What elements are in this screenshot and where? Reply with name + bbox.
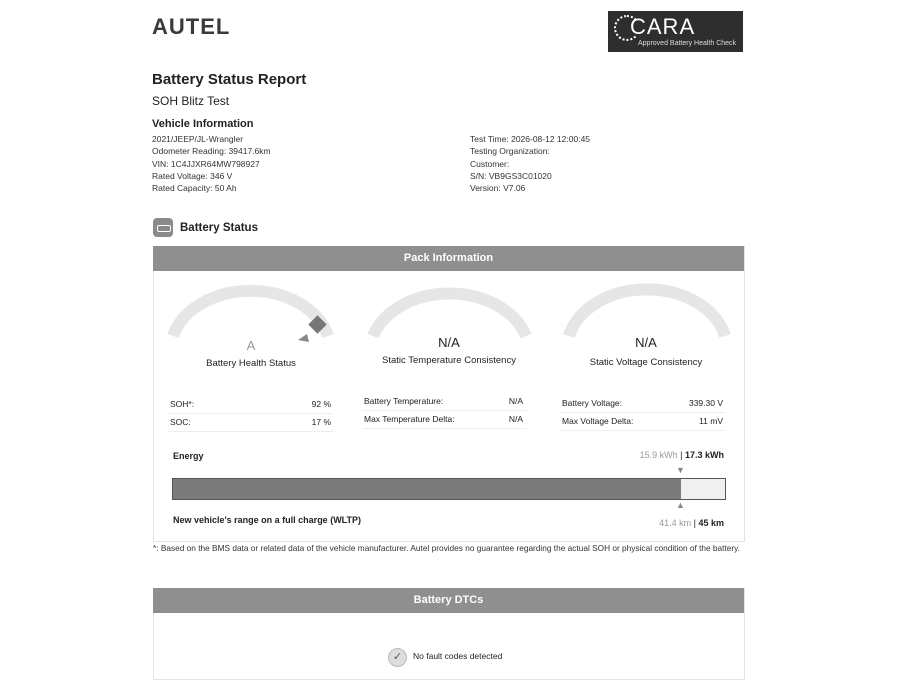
testing-organization: Testing Organization: — [470, 146, 550, 157]
soh-value: 92 % — [311, 399, 331, 409]
soh-label: SOH*: — [170, 399, 195, 409]
energy-bar — [172, 478, 726, 500]
odometer-reading: Odometer Reading: 39417.6km — [152, 146, 271, 157]
health-gauge-value: A — [246, 338, 256, 353]
no-fault-codes-text: No fault codes detected — [413, 651, 503, 661]
battery-temperature-value: N/A — [508, 396, 523, 406]
rated-voltage: Rated Voltage: 346 V — [152, 170, 233, 181]
footnote: *: Based on the BMS data or related data of the vehicle manufacturer. Autel provides no guarantee regarding the actual SOH or physical condition of the battery. — [153, 543, 740, 553]
temperature-gauge-value: N/A — [438, 335, 460, 350]
max-temperature-delta-value: N/A — [508, 414, 523, 424]
energy-separator: | — [680, 450, 685, 460]
cara-title: CARA — [630, 14, 696, 39]
range-label: New vehicle's range on a full charge (WLTP) — [173, 515, 362, 525]
health-gauge-arc — [173, 291, 328, 336]
battery-dtcs-header: Battery DTCs — [153, 588, 744, 613]
temperature-gauge-label: Static Temperature Consistency — [382, 355, 516, 366]
vehicle-model: 2021/JEEP/JL-Wrangler — [152, 134, 244, 144]
gauges — [153, 272, 743, 342]
range-current: 41.4 km — [659, 518, 692, 528]
energy-current: 15.9 kWh — [639, 450, 678, 460]
health-gauge-label: Battery Health Status — [206, 358, 296, 369]
energy-label: Energy — [173, 451, 204, 461]
max-voltage-delta-label: Max Voltage Delta: — [562, 416, 634, 426]
battery-temperature-label: Battery Temperature: — [364, 396, 444, 406]
pack-information-header: Pack Information — [153, 246, 744, 271]
soc-label: SOC: — [170, 417, 191, 427]
max-voltage-delta-value: 11 mV — [699, 416, 723, 426]
range-readout — [659, 518, 724, 528]
version: Version: V7.06 — [470, 183, 526, 194]
report-title: Battery Status Report — [152, 71, 307, 88]
test-info — [470, 133, 590, 194]
battery-status-title: Battery Status — [180, 222, 258, 234]
max-temperature-delta-label: Max Temperature Delta: — [364, 414, 455, 424]
battery-voltage-value: 339.30 V — [688, 398, 723, 408]
energy-readout — [640, 450, 724, 460]
customer: Customer: — [470, 158, 510, 169]
report-subtitle: SOH Blitz Test — [152, 94, 230, 108]
range-separator: | — [693, 518, 699, 528]
energy-down-triangle-icon: ▼ — [676, 465, 685, 475]
vehicle-info — [152, 133, 271, 194]
cara-subtitle: Approved Battery Health Check — [638, 40, 737, 47]
test-time: Test Time: 2026-08-12 12:00:45 — [470, 134, 591, 144]
soc-row — [168, 415, 333, 432]
range-up-triangle-icon: ▲ — [676, 500, 685, 510]
serial-number: S/N: VB9GS3C01020 — [470, 170, 552, 181]
voltage-gauge-label: Static Voltage Consistency — [589, 357, 703, 368]
cara-badge — [608, 11, 743, 52]
battery-voltage-row — [560, 396, 725, 413]
battery-voltage-label: Battery Voltage: — [562, 398, 623, 408]
autel-logo: AUTEL — [152, 14, 231, 39]
soc-value: 17 % — [311, 417, 331, 427]
max-temperature-delta-row — [362, 412, 527, 429]
vin: VIN: 1C4JJXR64MW798927 — [152, 158, 260, 169]
vehicle-info-heading: Vehicle Information — [152, 118, 254, 130]
energy-total: 17.3 kWh — [684, 450, 724, 460]
range-total: 45 km — [698, 518, 724, 528]
voltage-gauge-arc — [569, 289, 725, 336]
rated-capacity: Rated Capacity: 50 Ah — [152, 183, 237, 194]
battery-temperature-row — [362, 394, 527, 411]
soh-row — [168, 397, 333, 414]
temperature-gauge-arc — [373, 294, 526, 336]
voltage-gauge-value: N/A — [635, 335, 657, 350]
energy-bar-fill — [173, 479, 681, 499]
battery-icon — [153, 218, 173, 237]
max-voltage-delta-row — [560, 414, 725, 431]
check-icon: ✓ — [388, 648, 407, 667]
